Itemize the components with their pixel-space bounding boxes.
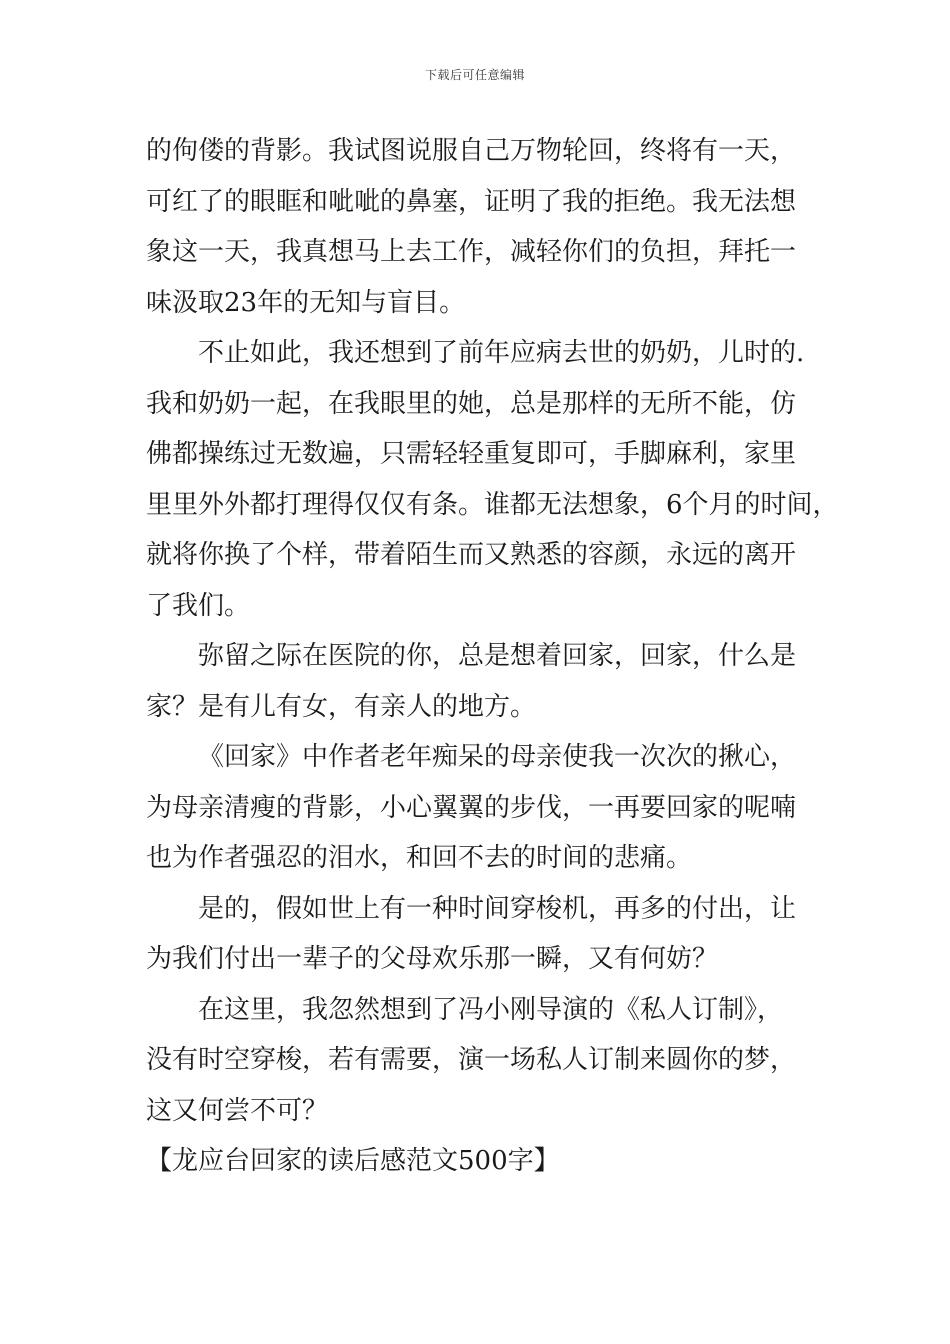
text-line: 里里外外都打理得仅仅有条。谁都无法想象，6个月的时间，: [146, 489, 839, 520]
text-line: 弥留之际在医院的你，总是想着回家，回家，什么是: [198, 641, 797, 671]
text-line: 象这一天，我真想马上去工作，减轻你们的负担，拜托一: [146, 237, 797, 267]
text-line: 就将你换了个样，带着陌生而又熟悉的容颜，永远的离开: [146, 540, 797, 570]
text-line: 佛都操练过无数遍，只需轻轻重复即可，手脚麻利，家里: [146, 439, 797, 469]
document-body: [146, 126, 839, 1187]
text-line: 没有时空穿梭，若有需要，演一场私人订制来圆你的梦，: [146, 1045, 797, 1075]
text-line: 【龙应台回家的读后感范文500字】: [146, 1146, 560, 1176]
text-line: 味汲取23年的无知与盲目。: [146, 287, 466, 318]
text-line: 我和奶奶一起，在我眼里的她，总是那样的无所不能，仿: [146, 388, 797, 419]
text-line: 这又何尝不可？: [146, 1095, 329, 1126]
text-line: 在这里，我忽然想到了冯小刚导演的《私人订制》，: [198, 994, 784, 1025]
text-line: 《回家》中作者老年痴呆的母亲使我一次次的揪心，: [198, 742, 797, 772]
text-line: 不止如此，我还想到了前年应病去世的奶奶，儿时的.: [198, 338, 805, 368]
text-line: 为母亲清瘦的背影，小心翼翼的步伐，一再要回家的呢喃: [146, 792, 797, 823]
page-header: 下载后可任意编辑: [424, 68, 525, 82]
text-line: 也为作者强忍的泪水，和回不去的时间的悲痛。: [146, 843, 693, 873]
text-line: 的佝偻的背影。我试图说服自己万物轮回，终将有一天，: [146, 136, 797, 166]
text-line: 家？是有儿有女，有亲人的地方。: [146, 691, 537, 722]
text-line: 可红了的眼眶和呲呲的鼻塞，证明了我的拒绝。我无法想: [146, 186, 797, 217]
text-line: 是的，假如世上有一种时间穿梭机，再多的付出，让: [198, 893, 797, 924]
text-line: 了我们。: [146, 590, 251, 621]
text-line: 为我们付出一辈子的父母欢乐那一瞬，又有何妨？: [146, 944, 719, 974]
